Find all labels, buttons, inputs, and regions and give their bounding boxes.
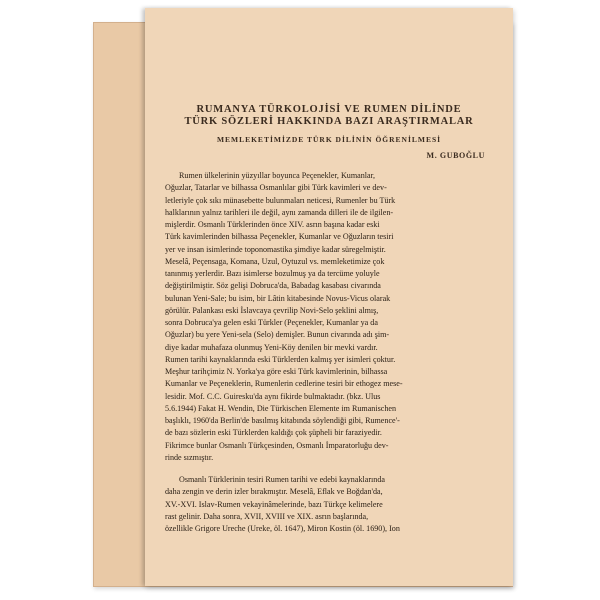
text-line: Oğuzlar, Tatarlar ve bilhassa Osmanlılar gibi Türk kavimleri ve dev- bbox=[165, 183, 387, 193]
text-line: halklarının yalnız tarihleri ile değil, aynı zamanda dilleri ile de ilgilen- bbox=[165, 207, 394, 217]
article-title bbox=[165, 104, 493, 128]
text-line: Fikrimce bunlar Osmanlı Türkçesinden, Osmanlı İmparatorluğu dev- bbox=[165, 440, 389, 450]
text-line: lesidir. Mof. C.C. Guiresku'da aynı fikirde bulmaktadır. (bkz. Ulus bbox=[165, 391, 381, 401]
author-name: M. GUBOĞLU bbox=[426, 151, 485, 160]
text-line: Rumen tarihi kaynaklarında eski Türklerden kalmış yer isimleri çoktur. bbox=[165, 354, 396, 364]
article-subtitle: MEMLEKETİMİZDE TÜRK DİLİNİN ÖĞRENİLMESİ bbox=[216, 135, 442, 144]
text-line: sonra Dobruca'ya gelen eski Türkler (Peçenekler, Kumanlar ya da bbox=[165, 318, 378, 327]
title-line: RUMANYA TÜRKOLOJİSİ VE RUMEN DİLİNDE bbox=[196, 104, 462, 115]
text-line: letleriyle çok sıkı münasebette bulunmaları neticesi, Rumenler bu Türk bbox=[165, 195, 396, 205]
title-line: TÜRK SÖZLERİ HAKKINDA BAZI ARAŞTIRMALAR bbox=[184, 116, 474, 127]
text-line: Osmanlı Türklerinin tesiri Rumen tarihi ve edebi kaynaklarında bbox=[179, 475, 385, 484]
text-line: Meşhur tarihçimiz N. Yorka'ya göre eski Türk kavimlerinin, bilhassa bbox=[165, 367, 388, 376]
text-line: Rumen ülkelerinin yüzyıllar boyunca Peçenekler, Kumanlar, bbox=[179, 171, 376, 180]
text-line: değiştirilmiştir. Söz gelişi Dobruca'da, Babadag kasabası civarında bbox=[165, 281, 381, 291]
page-content bbox=[165, 104, 493, 535]
text-line: özellikle Grigore Ureche (Ureke, öl. 1647), Miron Kostin (öl. 1690), Ion bbox=[165, 524, 400, 533]
text-line: Türk kavimlerinden bilhassa Peçenekler, Kumanlar ve Oğuzların tesiri bbox=[165, 232, 394, 242]
body-paragraph-2 bbox=[165, 474, 493, 535]
text-line: 5.6.1944) Fakat H. Wendin, Die Türkischen Elemente im Rumanischen bbox=[165, 403, 397, 413]
body-paragraph-1 bbox=[165, 170, 493, 464]
text-line: de bazı sözlerin eski Türklerden kaldığı çok şüpheli bir faraziyedir. bbox=[165, 428, 382, 438]
text-line: rast gelinir. Daha sonra, XVII, XVIII ve XIX. asrın başlarında, bbox=[165, 511, 369, 521]
text-line: rinde sızmıştır. bbox=[165, 452, 214, 462]
text-line: bulunan Yeni-Sale; bu isim, bir Lâtin kitabesinde Novus-Vicus olarak bbox=[165, 293, 391, 303]
text-line: tanınmış yerlerdir. Bazı isimlerse bozulmuş ya da tercüme yoluyle bbox=[165, 269, 380, 278]
text-line: diye kadar muhafaza olunmuş Yeni-Köy denilen bir mevki vardır. bbox=[165, 342, 378, 352]
text-line: XV.-XVI. Islav-Rumen vekayinâmelerinde, bazı Türkçe kelimelere bbox=[165, 499, 383, 509]
document-page bbox=[145, 8, 513, 586]
text-line: Meselâ, Peçensaga, Komana, Uzul, Oytuzul vs. memleketimize çok bbox=[165, 256, 385, 266]
text-line: yer ve insan isimlerinde toponomastika şimdiye kadar süregelmiştir. bbox=[165, 244, 386, 254]
text-line: Kumanlar ve Peçeneklerin, Rumenlerin cedlerine tesiri bir ethogez mese- bbox=[165, 379, 403, 389]
text-line: daha zengin ve derin izler bırakmıştır. Meselâ, Eflak ve Boğdan'da, bbox=[165, 487, 383, 497]
text-line: başlıklı, 1960'da Berlin'de basılmış kitabında söylendiği gibi, Rumence'- bbox=[165, 416, 400, 425]
text-line: görülür. Palankası eski İslavcaya çevrilip Novi-Selo şeklini almış, bbox=[165, 305, 379, 315]
text-line: mişlerdir. Osmanlı Türklerinden önce XIV. asrın başına kadar eski bbox=[165, 220, 380, 229]
text-line: Oğuzlar) bu yere Yeni-sela (Selo) demişler. Bunun civarında adı şim- bbox=[165, 330, 390, 340]
